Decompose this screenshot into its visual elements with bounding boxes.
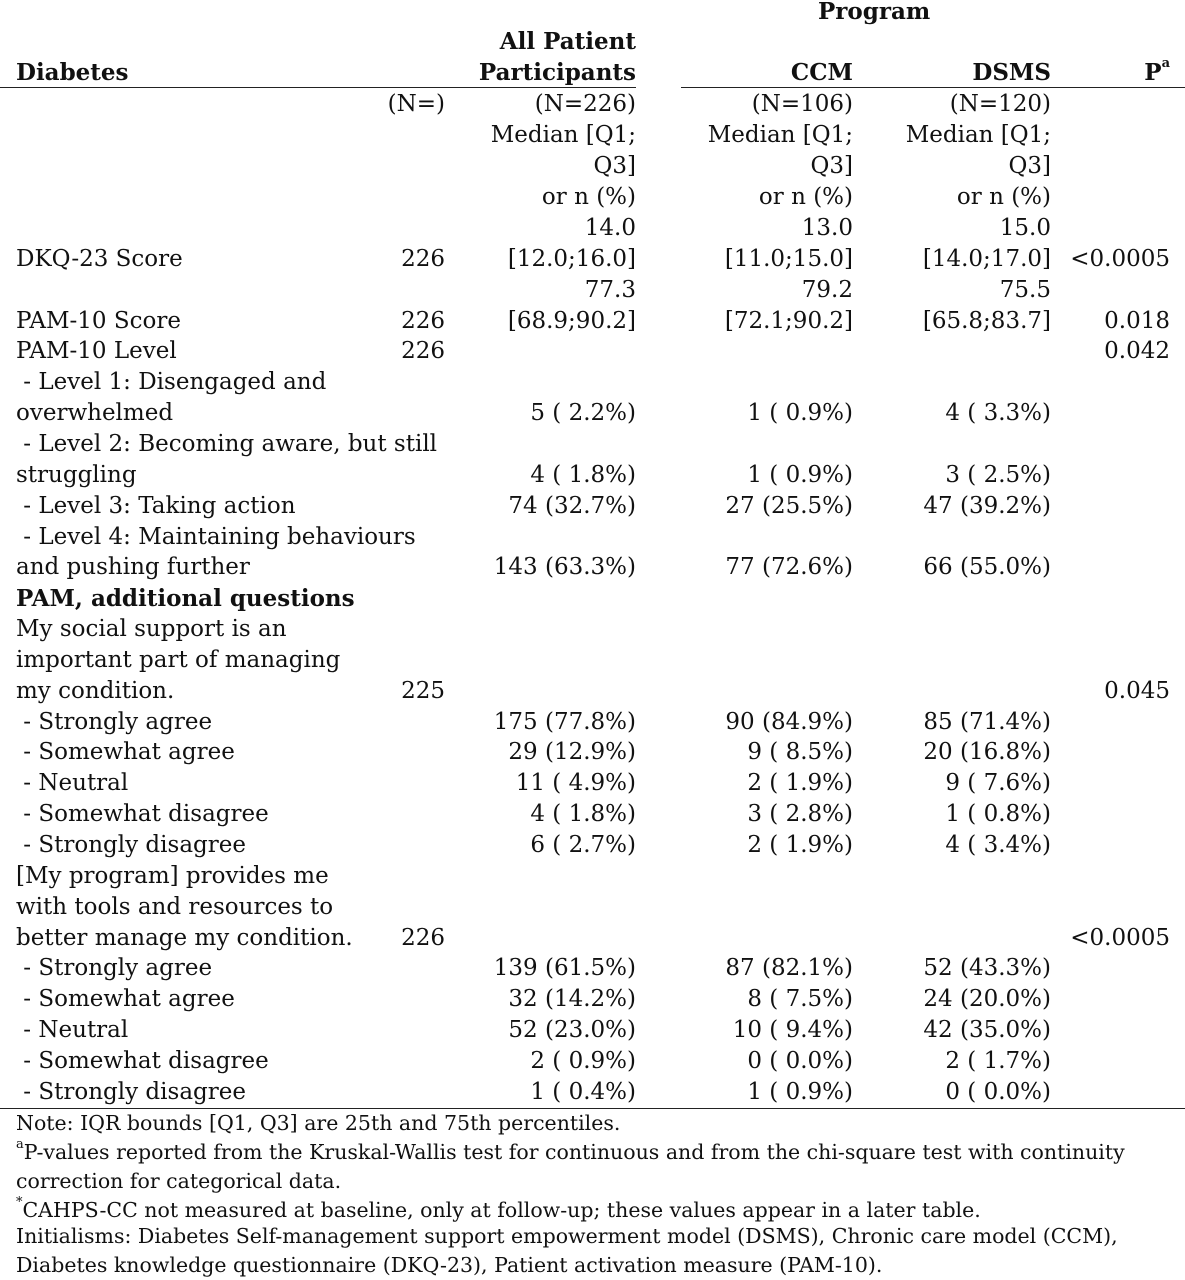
table-row — [0, 306, 1185, 337]
row-p-value: 0.042 — [1104, 338, 1170, 364]
row-all-participants: 14.0 — [584, 215, 636, 241]
row-all-participants: 1 ( 0.4%) — [530, 1079, 636, 1105]
row-dsms: 75.5 — [999, 277, 1051, 303]
row-label: PAM, additional questions — [16, 585, 355, 612]
dsms-header: DSMS — [972, 59, 1051, 86]
row-n: 226 — [401, 308, 445, 334]
table-row — [0, 1077, 1185, 1108]
n-column-label: (N=) — [387, 91, 445, 117]
table-row — [0, 213, 1185, 244]
row-ccm: 2 ( 1.9%) — [747, 770, 853, 796]
table-row — [0, 1046, 1185, 1077]
all-q3-label: Q3] — [593, 153, 636, 179]
row-label: - Somewhat disagree — [16, 801, 269, 827]
row-all-participants: 5 ( 2.2%) — [530, 400, 636, 426]
row-label: PAM-10 Score — [16, 308, 181, 334]
row-all-participants: 11 ( 4.9%) — [515, 770, 636, 796]
row-all-participants: 32 (14.2%) — [508, 986, 636, 1012]
row-label: and pushing further — [16, 554, 250, 580]
row-label: - Level 1: Disengaged and — [16, 369, 327, 395]
table-row — [0, 336, 1185, 367]
note-pvalues-cont: correction for categorical data. — [16, 1169, 342, 1193]
row-label: [My program] provides me — [16, 863, 329, 889]
row-ccm: 8 ( 7.5%) — [747, 986, 853, 1012]
row-all-participants: 175 (77.8%) — [493, 709, 636, 735]
row-p-value: 0.045 — [1104, 678, 1170, 704]
row-dsms: 42 (35.0%) — [923, 1017, 1051, 1043]
row-all-participants: 143 (63.3%) — [493, 554, 636, 580]
table-row — [0, 768, 1185, 799]
table-row — [0, 522, 1185, 553]
table-row — [0, 552, 1185, 583]
row-dsms: 3 ( 2.5%) — [945, 462, 1051, 488]
table-row — [0, 953, 1185, 984]
row-label: My social support is an — [16, 616, 287, 642]
table-row — [0, 984, 1185, 1015]
table-row — [0, 491, 1185, 522]
row-p-value: <0.0005 — [1070, 246, 1170, 272]
row-dsms: 66 (55.0%) — [923, 554, 1051, 580]
row-ccm: 2 ( 1.9%) — [747, 832, 853, 858]
row-all-participants: 29 (12.9%) — [508, 739, 636, 765]
row-label: - Somewhat disagree — [16, 1048, 269, 1074]
note-iqr: Note: IQR bounds [Q1, Q3] are 25th and 75th percentiles. — [16, 1111, 621, 1135]
row-ccm: 0 ( 0.0%) — [747, 1048, 853, 1074]
row-ccm: 3 ( 2.8%) — [747, 801, 853, 827]
row-dsms: 85 (71.4%) — [923, 709, 1051, 735]
all-n: (N=226) — [534, 91, 636, 117]
table-row — [0, 799, 1185, 830]
table-row — [0, 861, 1185, 892]
row-all-participants: 139 (61.5%) — [493, 955, 636, 981]
dsms-median-label: Median [Q1; — [905, 122, 1051, 148]
row-label: - Neutral — [16, 770, 129, 796]
table-row — [0, 737, 1185, 768]
row-ccm: 1 ( 0.9%) — [747, 400, 853, 426]
table-row — [0, 676, 1185, 707]
row-label: - Strongly agree — [16, 709, 213, 735]
ccm-n: (N=106) — [751, 91, 853, 117]
table-row — [0, 367, 1185, 398]
row-ccm: 1 ( 0.9%) — [747, 462, 853, 488]
row-p-value: 0.018 — [1104, 308, 1170, 334]
row-ccm: 77 (72.6%) — [725, 554, 853, 580]
row-ccm: [72.1;90.2] — [724, 308, 853, 334]
table-row — [0, 275, 1185, 306]
row-label: PAM-10 Level — [16, 338, 177, 364]
all-participants-header-line2: Participants — [478, 59, 636, 86]
row-dsms: [14.0;17.0] — [922, 246, 1051, 272]
ccm-q3-label: Q3] — [810, 153, 853, 179]
row-n: 226 — [401, 338, 445, 364]
row-label: - Somewhat agree — [16, 986, 235, 1012]
row-label: - Strongly disagree — [16, 832, 246, 858]
ccm-or-n-label: or n (%) — [758, 184, 853, 210]
row-label: - Strongly disagree — [16, 1079, 246, 1105]
all-or-n-label: or n (%) — [541, 184, 636, 210]
row-ccm: 1 ( 0.9%) — [747, 1079, 853, 1105]
row-ccm: 87 (82.1%) — [725, 955, 853, 981]
row-n: 225 — [401, 678, 445, 704]
row-dsms: 4 ( 3.4%) — [945, 832, 1051, 858]
row-dsms: 9 ( 7.6%) — [945, 770, 1051, 796]
all-median-label: Median [Q1; — [490, 122, 636, 148]
table-row — [0, 244, 1185, 275]
row-dsms: 24 (20.0%) — [923, 986, 1051, 1012]
ccm-median-label: Median [Q1; — [707, 122, 853, 148]
p-value-header: $P^a$ — [1144, 56, 1170, 86]
row-p-value: <0.0005 — [1070, 925, 1170, 951]
row-dsms: 4 ( 3.3%) — [945, 400, 1051, 426]
table-row — [0, 460, 1185, 491]
table-row — [0, 429, 1185, 460]
row-all-participants: 4 ( 1.8%) — [530, 801, 636, 827]
row-all-participants: 74 (32.7%) — [508, 493, 636, 519]
row-ccm: 13.0 — [801, 215, 853, 241]
row-n: 226 — [401, 246, 445, 272]
row-label: - Strongly agree — [16, 955, 213, 981]
table-row — [0, 398, 1185, 429]
row-ccm: 79.2 — [801, 277, 853, 303]
row-all-participants: 52 (23.0%) — [508, 1017, 636, 1043]
row-dsms: 2 ( 1.7%) — [945, 1048, 1051, 1074]
row-n: 226 — [401, 925, 445, 951]
note-initialisms-cont: Diabetes knowledge questionnaire (DKQ-23), Patient activation measure (PAM-10). — [16, 1253, 883, 1277]
table-row — [0, 614, 1185, 645]
row-dsms: 0 ( 0.0%) — [945, 1079, 1051, 1105]
dsms-q3-label: Q3] — [1008, 153, 1051, 179]
row-label: my condition. — [16, 678, 175, 704]
table-row — [0, 1015, 1185, 1046]
row-label: - Somewhat agree — [16, 739, 235, 765]
row-label: DKQ-23 Score — [16, 246, 183, 272]
row-label: important part of managing — [16, 647, 341, 673]
row-ccm: [11.0;15.0] — [724, 246, 853, 272]
row-label: - Neutral — [16, 1017, 129, 1043]
row-label: - Level 4: Maintaining behaviours — [16, 524, 416, 550]
table-row — [0, 645, 1185, 676]
row-dsms: 52 (43.3%) — [923, 955, 1051, 981]
row-dsms: 47 (39.2%) — [923, 493, 1051, 519]
row-all-participants: [12.0;16.0] — [507, 246, 636, 272]
table-row — [0, 923, 1185, 954]
table-row — [0, 830, 1185, 861]
row-ccm: 9 ( 8.5%) — [747, 739, 853, 765]
row-label: better manage my condition. — [16, 925, 353, 951]
all-participants-header-line1: All Patient — [499, 28, 636, 55]
row-dsms: 1 ( 0.8%) — [945, 801, 1051, 827]
note-pvalues: $^a$P-values reported from the Kruskal-Wallis test for continuous and from the chi-square test with continuity — [16, 1137, 1125, 1164]
row-all-participants: 4 ( 1.8%) — [530, 462, 636, 488]
note-initialisms: Initialisms: Diabetes Self-management support empowerment model (DSMS), Chronic care model (CCM), — [16, 1224, 1118, 1248]
table-row — [0, 707, 1185, 738]
row-ccm: 10 ( 9.4%) — [732, 1017, 853, 1043]
row-ccm: 27 (25.5%) — [725, 493, 853, 519]
ccm-header: CCM — [790, 59, 853, 86]
program-header: Program — [818, 0, 931, 25]
row-ccm: 90 (84.9%) — [725, 709, 853, 735]
row-label: - Level 2: Becoming aware, but still — [16, 431, 438, 457]
note-cahps: *CAHPS-CC not measured at baseline, only at follow-up; these values appear in a later table. — [16, 1195, 981, 1222]
row-dsms: [65.8;83.7] — [922, 308, 1051, 334]
table-row — [0, 892, 1185, 923]
row-all-participants: [68.9;90.2] — [507, 308, 636, 334]
row-all-participants: 2 ( 0.9%) — [530, 1048, 636, 1074]
row-label: overwhelmed — [16, 400, 174, 426]
header-rule-left — [0, 87, 636, 88]
dsms-or-n-label: or n (%) — [956, 184, 1051, 210]
diabetes-header: Diabetes — [16, 59, 129, 86]
row-label: - Level 3: Taking action — [16, 493, 296, 519]
row-all-participants: 77.3 — [584, 277, 636, 303]
header-rule-right — [681, 87, 1185, 88]
row-label: struggling — [16, 462, 137, 488]
row-dsms: 15.0 — [999, 215, 1051, 241]
dsms-n: (N=120) — [949, 91, 1051, 117]
row-dsms: 20 (16.8%) — [923, 739, 1051, 765]
table-row — [0, 583, 1185, 614]
row-all-participants: 6 ( 2.7%) — [530, 832, 636, 858]
row-label: with tools and resources to — [16, 894, 334, 920]
